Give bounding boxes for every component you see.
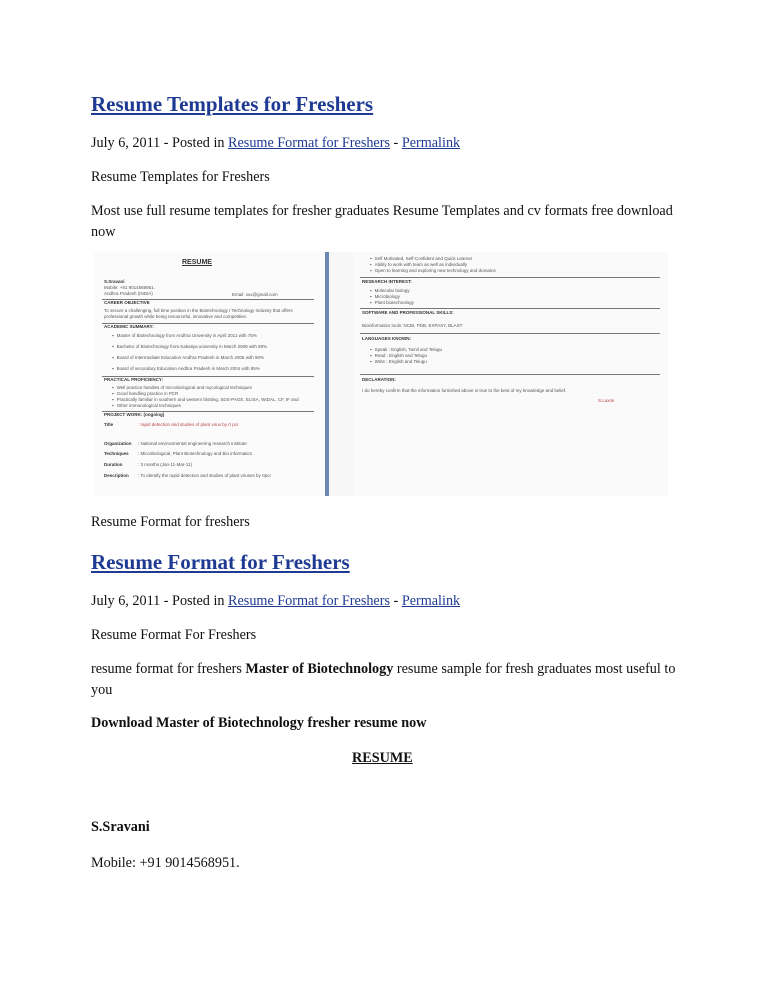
permalink-link[interactable]: Permalink [401, 135, 461, 151]
img-research-item: ▪ Molecular biology [370, 288, 410, 294]
meta-separator: - [389, 593, 402, 609]
img-right-item: ▪ Self Motivated, Self-Confident and Quick Learner [370, 256, 472, 262]
img-prac-item: ▪ Practically familiar in southern and western blotting, SDS-PAGE, ELISA, WIDAL, CF, IF and [112, 397, 299, 403]
img-career-text-1: To secure a challenging, full time position in the Biotechnology / Technology Industry that offers [104, 308, 293, 313]
post-title-link[interactable]: Resume Format for Freshers [91, 550, 350, 574]
rule [360, 277, 660, 278]
post-subtitle: Resume Templates for Freshers [91, 169, 270, 185]
img-proj-value: : rapid detection and studies of plant virus by rt pcr [138, 422, 239, 427]
img-proj-label: Techniques [104, 451, 129, 456]
img-prac-item: ▪ Well practice handles of microbiological and mycological techniques [112, 385, 252, 391]
meta-separator: - [389, 135, 402, 151]
category-link[interactable]: Resume Format for Freshers [228, 593, 390, 609]
img-proj-label: Title [104, 422, 114, 427]
resume-left-page [94, 252, 326, 496]
img-career-heading: CAREER OBJECTIVE [104, 300, 150, 305]
img-proj-label: Organization [104, 441, 132, 446]
img-proj-label: Duration [104, 462, 123, 467]
download-line: Download Master of Biotechnology fresher resume now [91, 715, 427, 731]
rule [360, 308, 660, 309]
img-resume-heading: RESUME [182, 259, 212, 266]
permalink-link[interactable]: Permalink [401, 593, 461, 609]
img-lang-item: ▪ Read : English and Telugu [370, 353, 427, 359]
image-caption: Resume Format for freshers [91, 514, 250, 530]
post-date: July 6, 2011 [91, 593, 161, 609]
img-declaration-text: I do hereby confirm that the information furnished above is true to the best of my knowledge and belief. [362, 388, 567, 393]
resume-mobile: Mobile: +91 9014568951. [91, 855, 240, 871]
img-right-item: ▪ Ability to work with team as well as individually [370, 262, 467, 268]
page-divider [325, 252, 329, 496]
post-subtitle: Resume Format For Freshers [91, 627, 257, 643]
post-title-link[interactable]: Resume Templates for Freshers [91, 92, 374, 116]
rule [360, 333, 660, 334]
img-lang-item: ▪ Speak : English, Tamil and Telugu [370, 347, 442, 353]
resume-template-image [94, 252, 668, 496]
posted-in-text: - Posted in [160, 135, 229, 151]
post-body: Most use full resume templates for fresher graduates Resume Templates and cv formats free download now [91, 203, 673, 240]
post-body-post: resume sample for fresh graduates most useful to you [91, 661, 676, 698]
img-proj-value: : To identify the rapid detection and studies of plant viruses by rtpcr [138, 473, 271, 478]
img-prac-item: ▪ Other immunological techniques [112, 403, 181, 409]
category-link[interactable]: Resume Format for Freshers [228, 135, 390, 151]
img-research-item: ▪ Microbiology [370, 294, 400, 300]
img-lang-item: ▪ Write : English and Telugu [370, 359, 427, 365]
img-research-item: ▪ Plant biotechnology [370, 300, 414, 306]
img-acad-item: ▪ Master of Biotechnology from Andhra University in April 2011 with 75% [112, 333, 257, 339]
img-declaration-heading: DECLARATION: [362, 377, 396, 382]
post-body-bold: Master of Biotechnology [245, 661, 394, 677]
img-email: Email: xxx@gmail.com [232, 292, 278, 297]
img-proj-value: : Microbiological, Plant Biotechnology and Bio informatics [138, 451, 253, 456]
rule [360, 374, 660, 375]
img-right-item: ▪ Open to learning and exploring new technology and domains [370, 268, 496, 274]
img-acad-item: ▪ Board of Intermediate Education Andhra Pradesh in March 2006 with 90% [112, 355, 264, 361]
resume-name: S.Sravani [91, 819, 150, 835]
post-meta [91, 133, 460, 154]
img-project-heading: PROJECT WORK: (ongoing) [104, 412, 165, 417]
img-languages-heading: LANGUAGES KNOWN: [362, 336, 411, 341]
img-acad-item: ▪ Bachelor of Biotechnology from Kakatiya university in March 2009 with 80% [112, 344, 267, 350]
img-career-text-2: professional growth while being resourceful, innovative and competitive. [104, 314, 248, 319]
img-proj-value: : National environmental engineering research institute [138, 441, 247, 446]
post-date: July 6, 2011 [91, 135, 161, 151]
post-meta [91, 591, 460, 612]
img-address: Andhra Pradesh (INDIA) [104, 291, 153, 296]
img-mobile: Mobile: +91 9014568951. [104, 285, 155, 290]
img-proj-label: Description [104, 473, 129, 478]
img-academic-heading: ACADEMIC SUMMARY: [104, 324, 154, 329]
img-practical-heading: PRACTICAL PROFICIENCY: [104, 377, 164, 382]
posted-in-text: - Posted in [160, 593, 229, 609]
img-signature: S.Laxmi [598, 398, 615, 403]
img-software-heading: SOFTWARE AND PROFESSIONAL SKILLS: [362, 310, 454, 315]
post-body-pre: resume format for freshers [91, 661, 246, 677]
post-body [91, 659, 691, 701]
resume-heading: RESUME [352, 750, 413, 766]
img-acad-item: ▪ Board of secondary Education Andhra Pradesh in March 2004 with 85% [112, 366, 260, 372]
img-prac-item: ▪ Good handling practice in PCR [112, 391, 178, 397]
img-research-heading: RESEARCH INTEREST: [362, 279, 412, 284]
resume-right-page [354, 252, 668, 496]
img-name: S.Sravani [104, 279, 125, 284]
img-proj-value: : 3 months (Jan-11-Mar-11) [138, 462, 193, 467]
img-software-text: Bioinformatics tools: NCBI, PDB, EXPASY, BLAST [362, 323, 463, 328]
